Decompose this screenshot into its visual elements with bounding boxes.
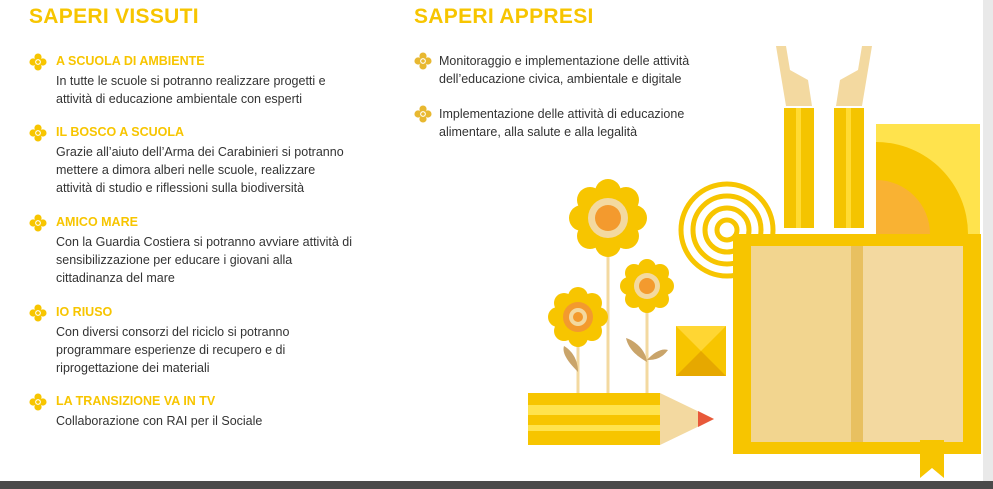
item-body [56, 72, 406, 108]
item-title: IL BOSCO A SCUOLA [56, 125, 185, 139]
item-title: AMICO MARE [56, 215, 138, 229]
item-title: IO RIUSO [56, 305, 113, 319]
item-line: Collaborazione con RAI per il Sociale [56, 414, 263, 428]
item-title: A SCUOLA DI AMBIENTE [56, 54, 205, 68]
item-title: LA TRANSIZIONE VA IN TV [56, 394, 216, 408]
item-line: Con diversi consorzi del riciclo si potranno [56, 325, 290, 339]
item-line: Implementazione delle attività di educazione [439, 107, 685, 121]
flowers-pencil-book-hands-illustration [520, 40, 985, 481]
item-line: cittadinanza del mare [56, 271, 175, 285]
flower-bullet-icon [29, 53, 47, 71]
hands-icon [776, 46, 872, 228]
sunflower-icon [569, 179, 647, 257]
book-icon [733, 234, 981, 478]
item-line: alimentare, alla salute e alla legalità [439, 125, 638, 139]
item-line: riprogettazione dei materiali [56, 361, 210, 375]
item-line: programmare esperienze di recupero e di [56, 343, 286, 357]
flower-bullet-icon [414, 52, 432, 70]
flower-bullet-icon [414, 105, 432, 123]
item-line: Con la Guardia Costiera si potranno avviare attività di [56, 235, 352, 249]
item-body [56, 143, 406, 197]
item-line: sensibilizzazione per educare i giovani alla [56, 253, 293, 267]
item-line: dell’educazione civica, ambientale e digitale [439, 72, 682, 86]
envelope-icon [676, 326, 726, 376]
item-line: attività di educazione ambientale con esperti [56, 92, 302, 106]
flower-bullet-icon [29, 214, 47, 232]
item-line: mettere a dimora alberi nelle scuole, realizzare [56, 163, 316, 177]
sunflower-icon [548, 287, 608, 347]
item-body [56, 323, 406, 377]
sun-icon [876, 124, 980, 234]
sunflower-icon [620, 259, 674, 313]
item-line: Grazie all’aiuto dell’Arma dei Carabinieri si potranno [56, 145, 344, 159]
item-body [56, 412, 406, 430]
flower-bullet-icon [29, 124, 47, 142]
scroll-edge [983, 0, 993, 481]
pencil-icon [528, 393, 714, 445]
flower-bullet-icon [29, 304, 47, 322]
flower-bullet-icon [29, 393, 47, 411]
item-body [56, 233, 406, 287]
item-line: Monitoraggio e implementazione delle attività [439, 54, 690, 68]
right-heading: SAPERI APPRESI [414, 5, 594, 28]
item-line: In tutte le scuole si potranno realizzare progetti e [56, 74, 326, 88]
bottom-bar [0, 481, 993, 489]
item-line: attività di studio e riflessioni sulla biodiversità [56, 181, 305, 195]
left-heading: SAPERI VISSUTI [29, 5, 199, 28]
